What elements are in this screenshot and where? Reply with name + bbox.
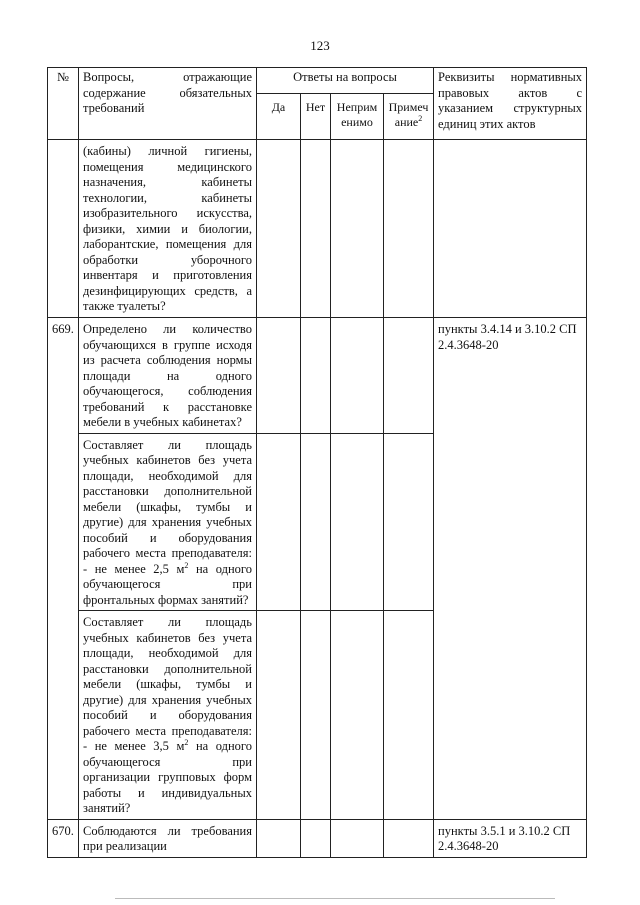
header-requisites: Реквизиты нормативных правовых актов с указанием структурных единиц этих актов	[434, 68, 587, 140]
answer-not-applicable-cell[interactable]	[331, 611, 384, 820]
row-question	[79, 433, 257, 611]
row-number: 669.	[48, 318, 79, 820]
answer-no-cell[interactable]	[301, 318, 331, 434]
answer-no-cell[interactable]	[301, 611, 331, 820]
answer-not-applicable-cell[interactable]	[331, 819, 384, 857]
row-question: Соблюдаются ли требования при реализации	[79, 819, 257, 857]
answer-not-applicable-cell[interactable]	[331, 140, 384, 318]
header-note-label: Примеч ание	[388, 100, 429, 129]
header-answers: Ответы на вопросы	[257, 68, 434, 94]
row-question: (кабины) личной гигиены, помещения медицинского назначения, кабинеты технологии, кабинеты изобразительного искусства, физики, химии и биологии, лаборантские, помещения для обработки уборочного инвентаря и приготовления дезинфицирующих средств, а также туалеты?	[79, 140, 257, 318]
answer-no-cell[interactable]	[301, 140, 331, 318]
header-questions: Вопросы, отражающие содержание обязательных требований	[79, 68, 257, 140]
question-text-a: Составляет ли площадь учебных кабинетов без учета площади, необходимой для расстановки дополнительной мебели (шкафы, тумбы и другие) для хранения учебных пособий и оборудования рабочего места преподавателя: - не менее 3,5 м	[83, 615, 252, 753]
answer-note-cell[interactable]	[384, 140, 434, 318]
header-yes: Да	[257, 94, 301, 140]
answer-note-cell[interactable]	[384, 611, 434, 820]
scan-edge-line	[115, 898, 555, 899]
answer-not-applicable-cell[interactable]	[331, 433, 384, 611]
table-row	[48, 318, 587, 434]
answer-no-cell[interactable]	[301, 433, 331, 611]
table-row	[48, 819, 587, 857]
checklist-table	[47, 67, 587, 858]
row-question: Определено ли количество обучающихся в группе исходя из расчета соблюдения нормы площади на одного обучающегося, соблюдения требований к расстановке мебели в учебных кабинетах?	[79, 318, 257, 434]
row-number	[48, 140, 79, 318]
header-num: №	[48, 68, 79, 140]
question-text-b: на одного обучающегося при фронтальных формах занятий?	[83, 561, 252, 607]
answer-yes-cell[interactable]	[257, 611, 301, 820]
answer-yes-cell[interactable]	[257, 433, 301, 611]
header-note	[384, 94, 434, 140]
row-requisites	[434, 140, 587, 318]
answer-no-cell[interactable]	[301, 819, 331, 857]
question-text-b: на одного обучающегося при организации групповых форм работы и индивидуальных занятий?	[83, 739, 252, 815]
question-text-a: Составляет ли площадь учебных кабинетов без учета площади, необходимой для расстановки дополнительной мебели (шкафы, тумбы и другие) для хранения учебных пособий и оборудования рабочего места преподавателя: - не менее 2,5 м	[83, 437, 252, 576]
row-requisites: пункты 3.4.14 и 3.10.2 СП 2.4.3648-20	[434, 318, 587, 820]
answer-not-applicable-cell[interactable]	[331, 318, 384, 434]
row-requisites: пункты 3.5.1 и 3.10.2 СП 2.4.3648-20	[434, 819, 587, 857]
header-note-footnote-mark: 2	[418, 114, 423, 123]
answer-yes-cell[interactable]	[257, 318, 301, 434]
answer-note-cell[interactable]	[384, 433, 434, 611]
row-question	[79, 611, 257, 820]
header-not-applicable: Неприм енимо	[331, 94, 384, 140]
table-header-row	[48, 68, 587, 94]
answer-note-cell[interactable]	[384, 819, 434, 857]
answer-yes-cell[interactable]	[257, 819, 301, 857]
page-number: 123	[310, 38, 330, 53]
answer-note-cell[interactable]	[384, 318, 434, 434]
square-unit-mark: 2	[184, 737, 189, 747]
table-row	[48, 140, 587, 318]
square-unit-mark: 2	[184, 560, 189, 570]
header-no: Нет	[301, 94, 331, 140]
row-number: 670.	[48, 819, 79, 857]
answer-yes-cell[interactable]	[257, 140, 301, 318]
